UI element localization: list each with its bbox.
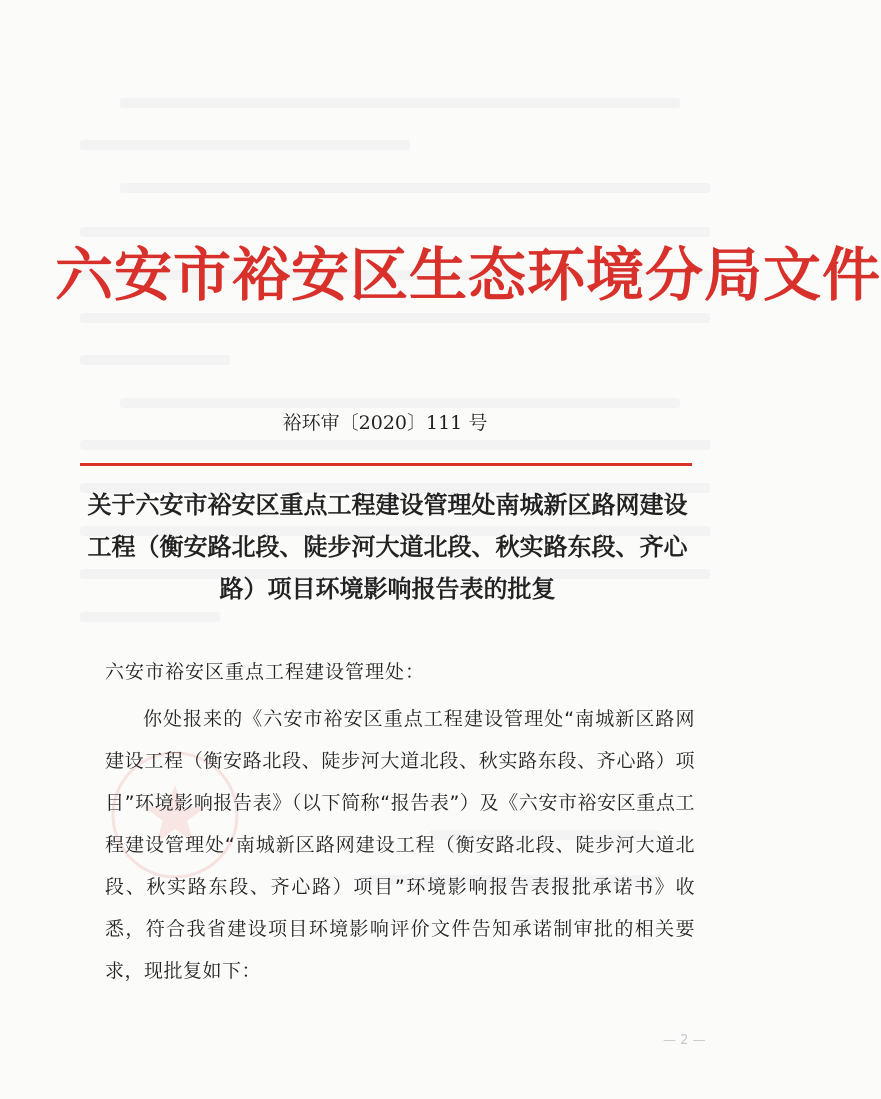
addressee: 六安市裕安区重点工程建设管理处： (105, 661, 426, 683)
document-number: 裕环审〔2020〕111 号 (282, 412, 488, 434)
reply-title: 关于六安市裕安区重点工程建设管理处南城新区路网建设工程（衡安路北段、陡步河大道北段、秋实路东段、齐心路）项目环境影响报告表的批复 (87, 490, 688, 603)
body-paragraph: 你处报来的《六安市裕安区重点工程建设管理处“南城新区路网建设工程（衡安路北段、陡步河大道北段、秋实路东段、齐心路）项目”环境影响报告表》（以下简称“报告表”）及《六安市裕安区重点工程建设管理处“南城新区路网建设工程（衡安路北段、陡步河大道北段、秋实路东段、齐心路）项目”环境影响报告表报批承诺书》收悉，符合我省建设项目环境影响评价文件告知承诺制审批的相关要求，现批复如下： (105, 708, 695, 982)
issuing-authority-title: 六安市裕安区生态环境分局文件 (55, 241, 881, 309)
page-number-ghost: — 2 — (663, 1033, 706, 1048)
red-divider (80, 463, 692, 466)
